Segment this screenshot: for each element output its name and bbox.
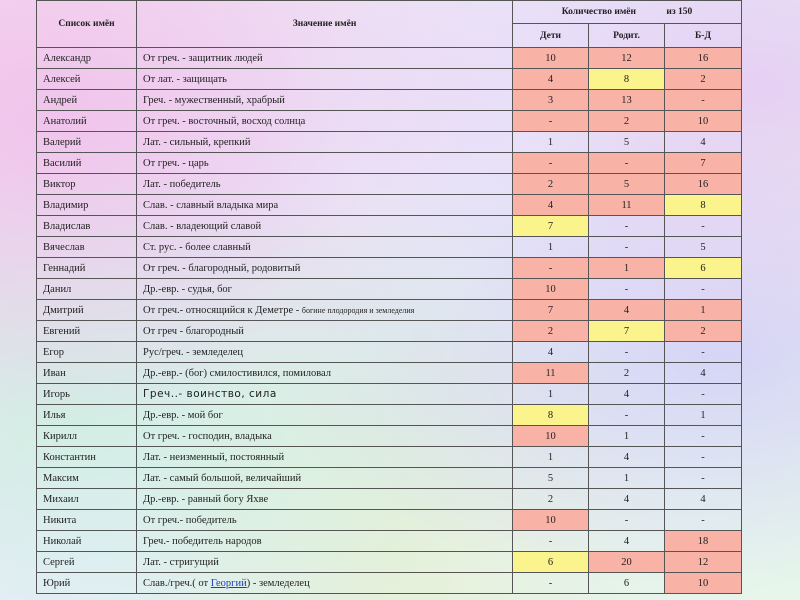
meaning-link[interactable]: Георгий: [210, 577, 247, 589]
meaning-note: богине плодородия и земледелия: [301, 305, 415, 315]
name-cell: Константин: [37, 447, 137, 468]
grandparents-count-cell: -: [665, 342, 742, 363]
parents-count-cell: -: [589, 216, 665, 237]
parents-count-cell: 5: [589, 132, 665, 153]
table-row: [37, 153, 742, 174]
meaning-text: Лат. - самый большой, величайший: [143, 472, 302, 484]
children-count-cell: 10: [513, 510, 589, 531]
children-count-cell: 4: [513, 69, 589, 90]
children-count-cell: 2: [513, 174, 589, 195]
name-cell: Василий: [37, 153, 137, 174]
children-count-cell: 8: [513, 405, 589, 426]
grandparents-count-cell: 4: [665, 489, 742, 510]
meaning-text: Слав. - владеющий славой: [143, 220, 262, 232]
name-cell: Дмитрий: [37, 300, 137, 321]
parents-count-cell: 4: [589, 531, 665, 552]
parents-count-cell: -: [589, 237, 665, 258]
name-cell: Владислав: [37, 216, 137, 237]
table-row: [37, 531, 742, 552]
grandparents-count-cell: -: [665, 216, 742, 237]
grandparents-count-cell: 8: [665, 195, 742, 216]
meaning-cell: [137, 384, 513, 405]
meaning-text: Рус/греч. - земледелец: [143, 346, 244, 358]
name-cell: Сергей: [37, 552, 137, 573]
grandparents-count-cell: -: [665, 447, 742, 468]
name-cell: Виктор: [37, 174, 137, 195]
children-count-cell: -: [513, 111, 589, 132]
table-row: [37, 90, 742, 111]
meaning-text-after: ) - земледелец: [246, 577, 310, 589]
table-row: [37, 216, 742, 237]
grandparents-count-cell: 6: [665, 258, 742, 279]
name-cell: Юрий: [37, 573, 137, 594]
parents-count-cell: 5: [589, 174, 665, 195]
children-count-cell: 10: [513, 279, 589, 300]
table-row: [37, 447, 742, 468]
name-cell: Михаил: [37, 489, 137, 510]
children-count-cell: 11: [513, 363, 589, 384]
meaning-text: От греч. - благородный, родовитый: [143, 262, 301, 274]
meaning-text: Лат. - сильный, крепкий: [143, 136, 251, 148]
parents-count-cell: -: [589, 405, 665, 426]
parents-count-cell: 13: [589, 90, 665, 111]
children-count-cell: 4: [513, 342, 589, 363]
grandparents-count-cell: 10: [665, 573, 742, 594]
table-row: [37, 342, 742, 363]
meaning-cell: [137, 69, 513, 90]
table-row: [37, 510, 742, 531]
children-count-cell: 7: [513, 300, 589, 321]
parents-count-cell: -: [589, 342, 665, 363]
table-row: [37, 195, 742, 216]
table-row: [37, 258, 742, 279]
children-count-cell: -: [513, 258, 589, 279]
table-row: [37, 552, 742, 573]
meaning-text: Лат. - стригущий: [143, 556, 219, 568]
table-row: [37, 489, 742, 510]
table-row: [37, 111, 742, 132]
children-count-cell: 1: [513, 132, 589, 153]
header-count-of: из 150: [666, 7, 693, 17]
meaning-text: Лат. - победитель: [143, 178, 221, 190]
meaning-cell: [137, 489, 513, 510]
children-count-cell: 10: [513, 48, 589, 69]
meaning-text: Др.-евр. - судья, бог: [143, 283, 232, 295]
name-cell: Игорь: [37, 384, 137, 405]
parents-count-cell: -: [589, 153, 665, 174]
children-count-cell: 4: [513, 195, 589, 216]
meaning-text: Слав. - славный владыка мира: [143, 199, 279, 211]
table-row: [37, 237, 742, 258]
name-cell: Егор: [37, 342, 137, 363]
grandparents-count-cell: 1: [665, 405, 742, 426]
meaning-cell: [137, 321, 513, 342]
header-children: Дети: [513, 24, 589, 48]
parents-count-cell: 4: [589, 384, 665, 405]
children-count-cell: 2: [513, 321, 589, 342]
meaning-cell: [137, 363, 513, 384]
parents-count-cell: 2: [589, 363, 665, 384]
header-count-column: [513, 1, 742, 24]
name-cell: Данил: [37, 279, 137, 300]
parents-count-cell: 1: [589, 258, 665, 279]
name-cell: Анатолий: [37, 111, 137, 132]
meaning-text: От греч.- победитель: [143, 514, 237, 526]
parents-count-cell: 7: [589, 321, 665, 342]
grandparents-count-cell: 5: [665, 237, 742, 258]
names-table: [36, 0, 742, 594]
meaning-text: Др.-евр.- (бог) смилостивился, помиловал: [143, 367, 332, 379]
parents-count-cell: 20: [589, 552, 665, 573]
parents-count-cell: -: [589, 279, 665, 300]
meaning-cell: [137, 195, 513, 216]
meaning-cell: [137, 552, 513, 573]
meaning-text: От греч. - господин, владыка: [143, 430, 272, 442]
header-grandparents: Б-Д: [665, 24, 742, 48]
children-count-cell: 1: [513, 447, 589, 468]
grandparents-count-cell: 10: [665, 111, 742, 132]
name-cell: Вячеслав: [37, 237, 137, 258]
children-count-cell: 6: [513, 552, 589, 573]
table-row: [37, 573, 742, 594]
parents-count-cell: 1: [589, 426, 665, 447]
meaning-cell: [137, 531, 513, 552]
grandparents-count-cell: 4: [665, 132, 742, 153]
grandparents-count-cell: 7: [665, 153, 742, 174]
table-row: [37, 300, 742, 321]
name-cell: Валерий: [37, 132, 137, 153]
meaning-cell: [137, 111, 513, 132]
meaning-text: Лат. - неизменный, постоянный: [143, 451, 285, 463]
children-count-cell: 10: [513, 426, 589, 447]
table-row: [37, 69, 742, 90]
meaning-cell: [137, 153, 513, 174]
grandparents-count-cell: 1: [665, 300, 742, 321]
table-row: [37, 468, 742, 489]
grandparents-count-cell: 16: [665, 174, 742, 195]
meaning-cell: [137, 510, 513, 531]
grandparents-count-cell: 16: [665, 48, 742, 69]
table-row: [37, 48, 742, 69]
parents-count-cell: 1: [589, 468, 665, 489]
table-row: [37, 132, 742, 153]
children-count-cell: -: [513, 153, 589, 174]
meaning-text: Ст. рус. - более славный: [143, 241, 251, 253]
children-count-cell: -: [513, 573, 589, 594]
name-cell: Илья: [37, 405, 137, 426]
grandparents-count-cell: -: [665, 384, 742, 405]
name-cell: Максим: [37, 468, 137, 489]
meaning-cell: [137, 300, 513, 321]
name-cell: Александр: [37, 48, 137, 69]
parents-count-cell: 4: [589, 300, 665, 321]
meaning-text: От греч - благородный: [143, 325, 244, 337]
meaning-text: Слав./греч.( от: [143, 577, 211, 589]
grandparents-count-cell: 2: [665, 69, 742, 90]
children-count-cell: 7: [513, 216, 589, 237]
meaning-cell: [137, 174, 513, 195]
grandparents-count-cell: 12: [665, 552, 742, 573]
name-cell: Кирилл: [37, 426, 137, 447]
name-cell: Никита: [37, 510, 137, 531]
table-row: [37, 405, 742, 426]
header-count-label: Количество имён: [561, 7, 636, 17]
children-count-cell: -: [513, 531, 589, 552]
meaning-text: Др.-евр. - равный богу Яхве: [143, 493, 269, 505]
children-count-cell: 5: [513, 468, 589, 489]
meaning-cell: [137, 468, 513, 489]
parents-count-cell: 6: [589, 573, 665, 594]
meaning-cell: [137, 48, 513, 69]
grandparents-count-cell: -: [665, 510, 742, 531]
meaning-text: От греч. - восточный, восход солнца: [143, 115, 306, 127]
children-count-cell: 1: [513, 237, 589, 258]
table-row: [37, 279, 742, 300]
meaning-cell: [137, 405, 513, 426]
meaning-text: Др.-евр. - мой бог: [143, 409, 223, 421]
children-count-cell: 3: [513, 90, 589, 111]
header-meaning-column: Значение имён: [137, 1, 513, 48]
parents-count-cell: 8: [589, 69, 665, 90]
meaning-text: От лат. - защищать: [143, 73, 227, 85]
parents-count-cell: 4: [589, 489, 665, 510]
meaning-cell: [137, 426, 513, 447]
parents-count-cell: 2: [589, 111, 665, 132]
table-row: [37, 384, 742, 405]
grandparents-count-cell: -: [665, 426, 742, 447]
table-row: [37, 321, 742, 342]
name-cell: Алексей: [37, 69, 137, 90]
grandparents-count-cell: 4: [665, 363, 742, 384]
grandparents-count-cell: 18: [665, 531, 742, 552]
name-cell: Иван: [37, 363, 137, 384]
header-parents: Родит.: [589, 24, 665, 48]
parents-count-cell: 4: [589, 447, 665, 468]
table-row: [37, 363, 742, 384]
meaning-cell: [137, 237, 513, 258]
table-row: [37, 426, 742, 447]
meaning-cell: [137, 258, 513, 279]
meaning-text: Греч. - мужественный, храбрый: [143, 94, 285, 106]
name-cell: Евгений: [37, 321, 137, 342]
meaning-text: От греч. - защитник людей: [143, 52, 263, 64]
header-row: [37, 1, 742, 24]
table-row: [37, 174, 742, 195]
meaning-text: От греч. - царь: [143, 157, 209, 169]
name-cell: Владимир: [37, 195, 137, 216]
meaning-cell: [137, 573, 513, 594]
grandparents-count-cell: 2: [665, 321, 742, 342]
name-cell: Геннадий: [37, 258, 137, 279]
meaning-cell: [137, 132, 513, 153]
meaning-cell: [137, 216, 513, 237]
children-count-cell: 1: [513, 384, 589, 405]
meaning-text: Греч..- воинство, сила: [143, 388, 277, 400]
meaning-cell: [137, 90, 513, 111]
grandparents-count-cell: -: [665, 468, 742, 489]
meaning-cell: [137, 279, 513, 300]
name-cell: Андрей: [37, 90, 137, 111]
meaning-text: Греч.- победитель народов: [143, 535, 262, 547]
grandparents-count-cell: -: [665, 90, 742, 111]
name-cell: Николай: [37, 531, 137, 552]
meaning-cell: [137, 447, 513, 468]
parents-count-cell: -: [589, 510, 665, 531]
grandparents-count-cell: -: [665, 279, 742, 300]
children-count-cell: 2: [513, 489, 589, 510]
parents-count-cell: 12: [589, 48, 665, 69]
meaning-text: От греч.- относящийся к Деметре -: [143, 304, 302, 316]
header-name-column: Список имён: [37, 1, 137, 48]
meaning-cell: [137, 342, 513, 363]
parents-count-cell: 11: [589, 195, 665, 216]
